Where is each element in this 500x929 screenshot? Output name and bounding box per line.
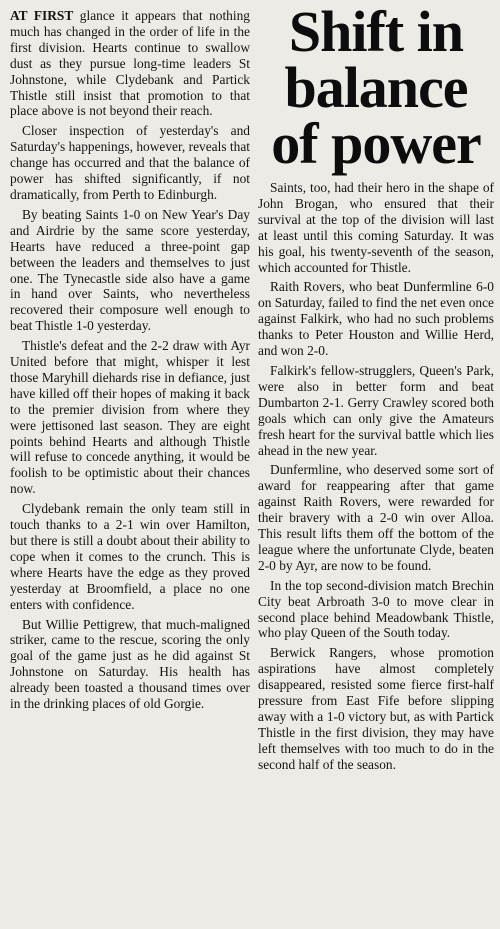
article-paragraph (10, 8, 250, 119)
article-paragraph: Dunfermline, who deserved some sort of award for reappearing after that game against Raith Rovers, were rewarded for their bravery with a 2-0 win over Alloa. This result lifts them off the bottom of the league where the unfortunate Clyde, beaten 2-0 by Ayr, are now to be found. (258, 462, 494, 573)
article-column-right (258, 0, 494, 777)
article-paragraph: By beating Saints 1-0 on New Year's Day and Airdrie by the same score yesterday, Hearts have reduced a three-point gap between the leaders and themselves to just one. The Tynecastle side also have a game in hand over Saints, who nevertheless recovered their composure well enough to beat Thistle 1-0 yesterday. (10, 206, 250, 334)
article-paragraph: Falkirk's fellow-strugglers, Queen's Park, were also in better form and beat Dumbarton 2-1. Gerry Crawley scored both goals which can only give the Amateurs fresh heart for the survival battle which lies ahead in the new year. (258, 362, 494, 458)
lead-caps: AT FIRST (10, 8, 74, 23)
article-paragraph: Saints, too, had their hero in the shape of John Brogan, who ensured that their survival at the top of the division will last at least until this coming Saturday. It was his goal, his twenty-seventh of the season, which accounted for Thistle. (258, 180, 494, 275)
headline-line: Shift in (288, 0, 464, 64)
headline (258, 0, 494, 176)
article-paragraph: Clydebank remain the only team still in touch thanks to a 2-1 win over Hamilton, but there is still a doubt about their ability to cope when it comes to the crunch. This is where Hearts have the edge as they proved yesterday at Broomfield, a place no one enters with confidence. (10, 501, 250, 612)
article-paragraph: But Willie Pettigrew, that much-maligned striker, came to the rescue, scoring the only goal of the game just as he did against St Johnstone on Saturday. His health has already been toasted a thousand times over in the drinking places of old Gorgie. (10, 616, 250, 712)
article-paragraph: Berwick Rangers, whose promotion aspirations have almost completely disappeared, resisted some fierce first-half pressure from East Fife before slipping away with a 1-0 victory but, as with Partick Thistle in the first division, they may have left themselves with too much to do in the second half of the season. (258, 645, 494, 772)
article-paragraph: Raith Rovers, who beat Dunfermline 6-0 on Saturday, failed to find the net even once against Falkirk, who had no such problems thanks to Peter Houston and Willie Herd, and won 2-0. (258, 279, 494, 359)
article-paragraph: Closer inspection of yesterday's and Saturday's happenings, however, reveals that change has occurred and that the balance of power has shifted significantly, if not dramatically, from Perth to Edinburgh. (10, 123, 250, 202)
headline-line: of power (271, 111, 481, 176)
article-paragraph: In the top second-division match Brechin City beat Arbroath 3-0 to move clear in second place behind Meadowbank Thistle, who play Queen of the South today. (258, 577, 494, 641)
article-column-left (10, 8, 250, 716)
paragraph-text: glance it appears that nothing much has changed in the order of life in the first division. Hearts continue to swallow dust as they pursue long-time leaders St Johnstone, while Clydebank and Partick Thistle still insist that promotion to that place above is not beyond their reach. (10, 8, 250, 119)
article-paragraph: Thistle's defeat and the 2-2 draw with Ayr United before that might, whisper it lest those Maryhill diehards rise in defiance, just have killed off their hopes of making it back to the premier division from where they were jettisoned last season. They are eight points behind Hearts and although Thistle will refuse to concede anything, it would be foolish to be optimistic about their chances now. (10, 338, 250, 497)
headline-line: balance (284, 55, 468, 120)
